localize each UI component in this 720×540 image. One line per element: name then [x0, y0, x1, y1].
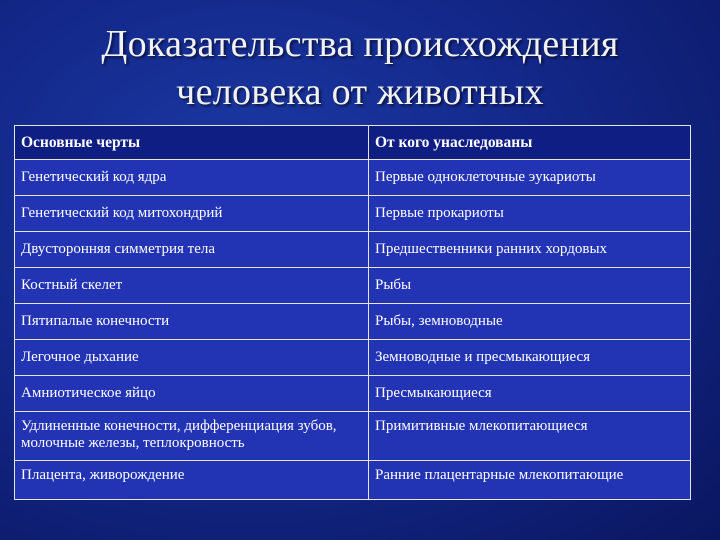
table-row	[15, 412, 691, 461]
ancestor-cell: Рыбы, земноводные	[369, 304, 691, 340]
feature-cell: Двусторонняя симметрия тела	[15, 232, 369, 268]
ancestor-cell: Первые прокариоты	[369, 196, 691, 232]
table-row	[15, 461, 691, 500]
ancestor-cell: Ранние плацентарные млекопитающие	[369, 461, 691, 500]
feature-cell: Плацента, живорождение	[15, 461, 369, 500]
table-row	[15, 196, 691, 232]
table-row	[15, 268, 691, 304]
table-row	[15, 340, 691, 376]
feature-cell: Генетический код ядра	[15, 160, 369, 196]
ancestor-cell: Предшественники ранних хордовых	[369, 232, 691, 268]
ancestor-cell: Примитивные млекопитающиеся	[369, 412, 691, 461]
evidence-table	[14, 125, 691, 500]
feature-cell: Удлиненные конечности, дифференциация зубов, молочные железы, теплокровность	[15, 412, 369, 461]
table-row	[15, 232, 691, 268]
feature-cell: Амниотическое яйцо	[15, 376, 369, 412]
feature-cell: Костный скелет	[15, 268, 369, 304]
slide-title-line-1: Доказательства происхождения	[101, 23, 619, 65]
ancestor-cell: Первые одноклеточные эукариоты	[369, 160, 691, 196]
column-header-inherited-from: От кого унаследованы	[369, 126, 691, 160]
column-header-main-features: Основные черты	[15, 126, 369, 160]
table-row	[15, 160, 691, 196]
table-header-row	[15, 126, 691, 160]
table-row	[15, 376, 691, 412]
slide-title	[0, 20, 720, 116]
table-row	[15, 304, 691, 340]
feature-cell: Легочное дыхание	[15, 340, 369, 376]
feature-cell: Пятипалые конечности	[15, 304, 369, 340]
slide-title-line-2: человека от животных	[176, 71, 544, 113]
ancestor-cell: Рыбы	[369, 268, 691, 304]
ancestor-cell: Земноводные и пресмыкающиеся	[369, 340, 691, 376]
feature-cell: Генетический код митохондрий	[15, 196, 369, 232]
ancestor-cell: Пресмыкающиеся	[369, 376, 691, 412]
